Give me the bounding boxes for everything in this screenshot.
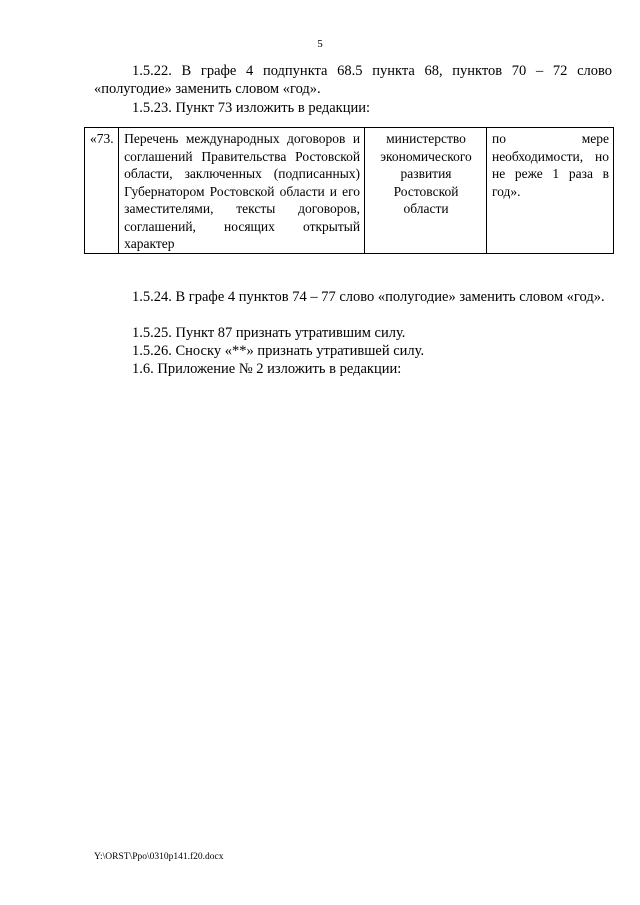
table-row	[85, 128, 614, 254]
description-cell: Перечень международных договоров и соглашений Правительства Ростовской области, заключенных (подписанных) Губернатором Ростовской области и его заместителями, тексты договоров, соглашений, носящих открытый характер	[119, 128, 365, 254]
paragraph-1-6: 1.6. Приложение № 2 изложить в редакции:	[132, 361, 402, 377]
row-number-cell: «73.	[85, 128, 119, 254]
amendment-table	[84, 127, 614, 254]
file-path-footer: Y:\ORST\Ppo\0310p141.f20.docx	[94, 852, 224, 862]
paragraph-1-5-22: 1.5.22. В графе 4 подпункта 68.5 пункта 68, пунктов 70 – 72 слово «полугодие» заменить словом «год».	[94, 63, 612, 97]
page-number: 5	[317, 38, 323, 50]
term-cell: по мере необходимости, но не реже 1 раза в год».	[486, 128, 613, 254]
paragraph-1-5-24: 1.5.24. В графе 4 пунктов 74 – 77 слово «полугодие» заменить словом «год».	[132, 289, 605, 305]
paragraph-1-5-25: 1.5.25. Пункт 87 признать утратившим силу.	[132, 325, 406, 341]
paragraph-1-5-23: 1.5.23. Пункт 73 изложить в редакции:	[132, 100, 371, 116]
organization-cell: министерство экономического развития Ростовской области	[365, 128, 487, 254]
paragraph-1-5-26: 1.5.26. Сноску «**» признать утратившей силу.	[132, 343, 425, 359]
